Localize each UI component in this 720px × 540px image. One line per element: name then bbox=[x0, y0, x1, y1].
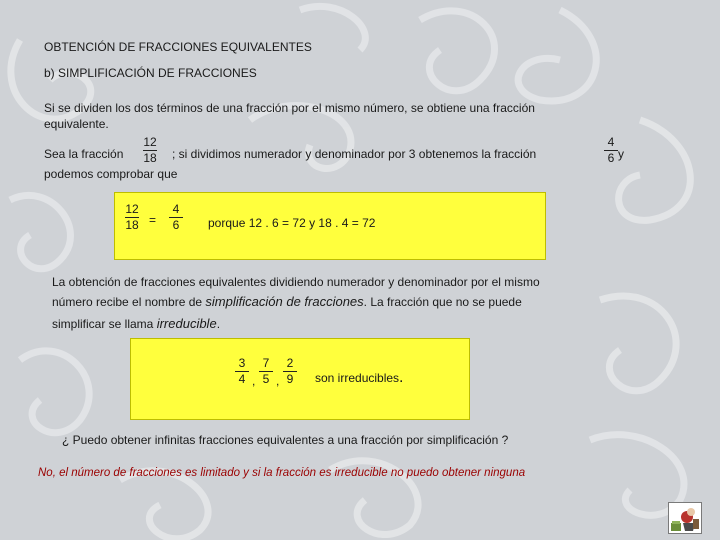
intro-line-1: Si se dividen los dos términos de una fracción por el mismo número, se obtiene una fracción bbox=[44, 101, 535, 115]
equivalence-box bbox=[114, 192, 546, 260]
fraction-numerator: 12 bbox=[143, 135, 157, 149]
fraction-denominator: 6 bbox=[172, 218, 180, 232]
fraction-4-6 bbox=[604, 136, 618, 165]
comma-2: , bbox=[276, 374, 280, 388]
fraction-denominator: 5 bbox=[262, 372, 270, 386]
term-irreducible: irreducible bbox=[156, 316, 217, 331]
para2-line-3-pre: simplificar se llama bbox=[52, 317, 157, 331]
para2-line-2 bbox=[52, 294, 522, 310]
porque-text: porque 12 . 6 = 72 y 18 . 4 = 72 bbox=[208, 216, 376, 230]
fraction-numerator: 12 bbox=[125, 202, 139, 216]
fraction-numerator: 4 bbox=[607, 135, 615, 149]
box-fraction-4-6 bbox=[169, 203, 183, 232]
fraction-numerator: 3 bbox=[238, 356, 246, 370]
fraction-2-9 bbox=[283, 357, 297, 386]
fraction-denominator: 6 bbox=[607, 151, 615, 165]
question-text: ¿ Puedo obtener infinitas fracciones equivalentes a una fracción por simplificación ? bbox=[62, 433, 509, 447]
sea-suffix: y bbox=[618, 147, 624, 161]
para2-line-2-post: . La fracción que no se puede bbox=[363, 295, 522, 309]
fraction-denominator: 9 bbox=[286, 372, 294, 386]
fraction-denominator: 18 bbox=[143, 151, 157, 165]
fraction-denominator: 18 bbox=[125, 218, 139, 232]
podemos-text: podemos comprobar que bbox=[44, 167, 178, 181]
fraction-numerator: 7 bbox=[262, 356, 270, 370]
sea-middle: ; si dividimos numerador y denominador por 3 obtenemos la fracción bbox=[172, 147, 537, 161]
para2-line-1: La obtención de fracciones equivalentes dividiendo numerador y denominador por el mismo bbox=[52, 275, 540, 289]
son-irreducibles-label: son irreducibles bbox=[315, 371, 400, 385]
home-icon[interactable] bbox=[668, 502, 702, 534]
term-simplificacion: simplificación de fracciones bbox=[205, 294, 364, 309]
box-fraction-12-18 bbox=[125, 203, 139, 232]
fraction-numerator: 2 bbox=[286, 356, 294, 370]
home-icon-graphic bbox=[669, 503, 701, 533]
para2-line-2-pre: número recibe el nombre de bbox=[52, 295, 206, 309]
son-irreducibles-text bbox=[315, 370, 404, 386]
sea-prefix: Sea la fracción bbox=[44, 147, 124, 161]
fraction-3-4 bbox=[235, 357, 249, 386]
page-title: OBTENCIÓN DE FRACCIONES EQUIVALENTES bbox=[44, 40, 312, 54]
para2-line-3 bbox=[52, 316, 220, 332]
fraction-7-5 bbox=[259, 357, 273, 386]
irreducible-box bbox=[130, 338, 470, 420]
page-subtitle: b) SIMPLIFICACIÓN DE FRACCIONES bbox=[44, 66, 257, 80]
fraction-numerator: 4 bbox=[172, 202, 180, 216]
fraction-denominator: 4 bbox=[238, 372, 246, 386]
comma-1: , bbox=[252, 374, 256, 388]
intro-line-2: equivalente. bbox=[44, 117, 109, 131]
para2-line-3-post: . bbox=[216, 317, 221, 331]
answer-text: No, el número de fracciones es limitado y si la fracción es irreducible no puedo obtener ninguna bbox=[38, 467, 526, 479]
fraction-12-18 bbox=[143, 136, 157, 165]
son-irreducibles-period: . bbox=[399, 369, 404, 386]
equals-sign: = bbox=[149, 213, 157, 227]
